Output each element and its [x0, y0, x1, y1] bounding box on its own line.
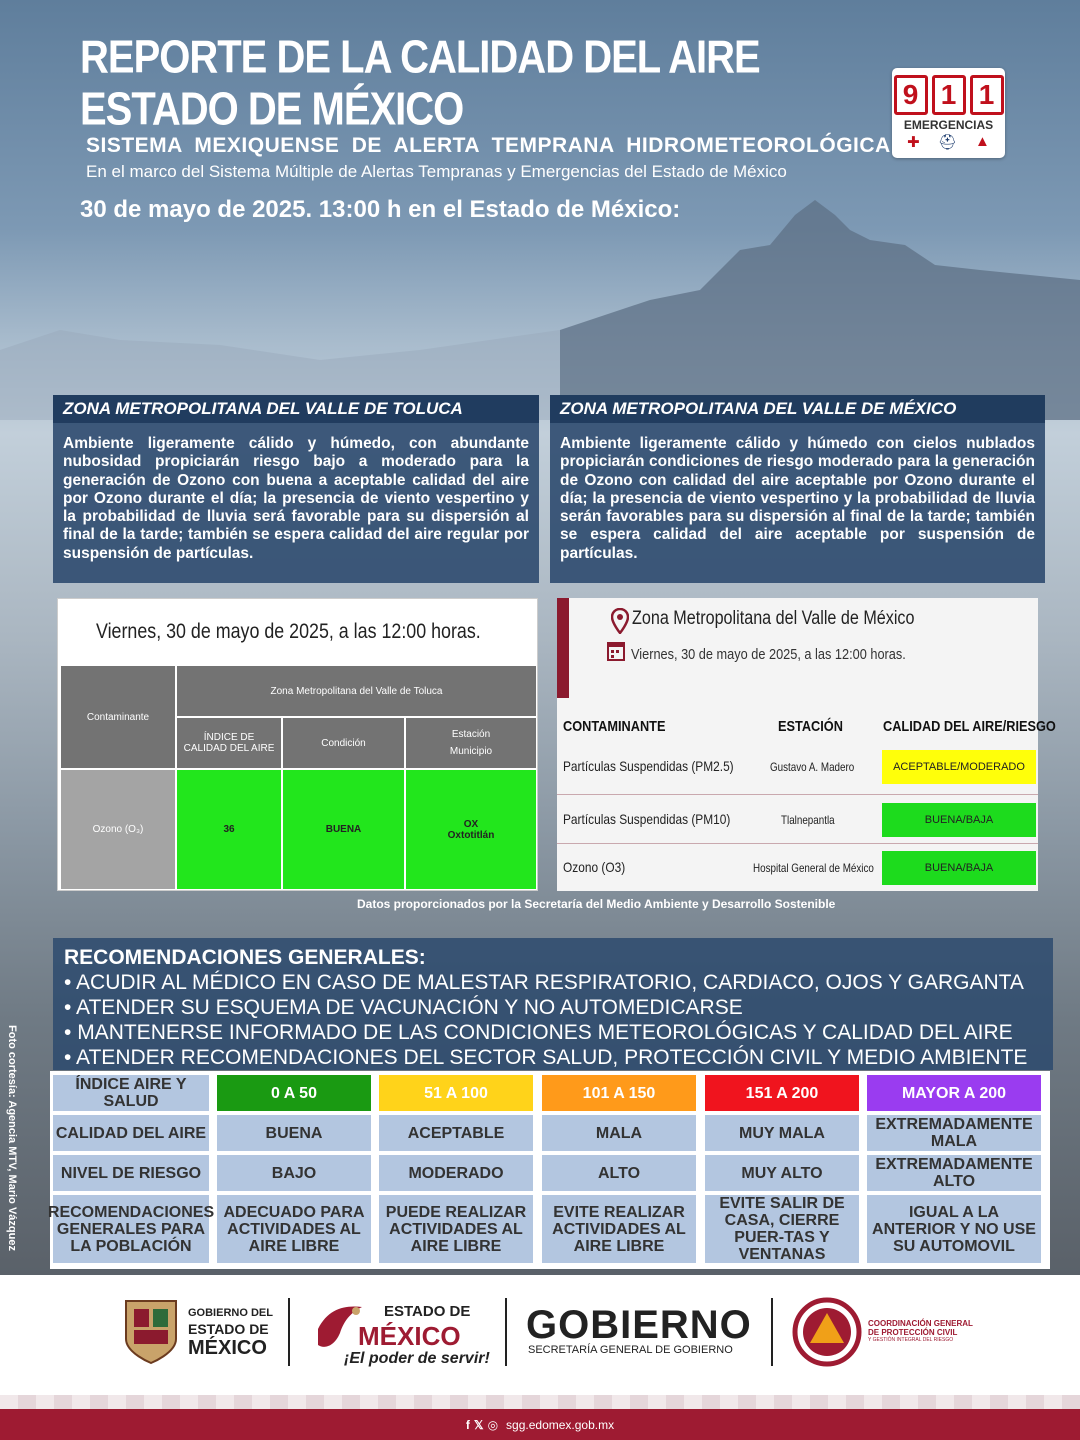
index-riesgo: EXTREMADAMENTE ALTO — [867, 1155, 1041, 1191]
secretaria-label: SECRETARÍA GENERAL DE GOBIERNO — [528, 1344, 733, 1356]
recommendations-title: RECOMENDACIONES GENERALES: — [64, 946, 426, 969]
mexico-table-date: Viernes, 30 de mayo de 2025, a las 12:00 horas. — [631, 646, 906, 663]
pc-line2: DE PROTECCIÓN CIVIL — [868, 1328, 958, 1337]
toluca-table — [57, 598, 538, 891]
zone-mexico-title: ZONA METROPOLITANA DEL VALLE DE MÉXICO — [550, 395, 1045, 423]
report-title: REPORTE DE LA CALIDAD DEL AIRE — [80, 32, 760, 83]
index-recomendacion: ADECUADO PARA ACTIVIDADES AL AIRE LIBRE — [217, 1195, 371, 1263]
row-contaminante: Partículas Suspendidas (PM2.5) — [563, 758, 734, 774]
row-divider — [557, 843, 1038, 844]
fire-icon: ▲ — [975, 133, 990, 150]
index-calidad: EXTREMADAMENTE MALA — [867, 1115, 1041, 1151]
mexico-table — [557, 598, 1056, 891]
digit-1: 1 — [932, 75, 966, 115]
index-range: 151 A 200 — [705, 1075, 859, 1111]
index-recomendacion: EVITE SALIR DE CASA, CIERRE PUER-TAS Y VENTANAS — [705, 1195, 859, 1263]
website-link[interactable]: sgg.edomex.gob.mx — [506, 1417, 615, 1432]
table-row — [557, 797, 1038, 843]
index-range: 51 A 100 — [379, 1075, 533, 1111]
row-estacion-1: OX — [463, 818, 479, 830]
index-row-header: NIVEL DE RIESGO — [53, 1155, 209, 1191]
recommendation-item: • MANTENERSE INFORMADO DE LAS CONDICIONES METEOROLÓGICAS Y CALIDAD DEL AIRE — [64, 1020, 1053, 1045]
index-recomendacion: IGUAL A LA ANTERIOR Y NO USE SU AUTOMOVIL — [867, 1195, 1041, 1263]
zone-toluca-panel — [53, 395, 539, 583]
civil-protection-seal-icon — [792, 1297, 862, 1367]
index-table — [47, 1071, 1050, 1269]
pc-line3: Y GESTIÓN INTEGRAL DEL RIESGO — [868, 1337, 954, 1343]
index-row-header: CALIDAD DEL AIRE — [53, 1115, 209, 1151]
table-row — [557, 744, 1038, 790]
zone-toluca-text: Ambiente ligeramente cálido y húmedo, con abundante nubosidad propiciarán riesgo bajo a moderado para la generación de Ozono con buena a aceptable calidad del aire por Ozono durante el día; la presencia de viento vespertino y la probabilidad de lluvia será favorable para su dispersión al final de la tarde; también se espera calidad del aire regular por suspensión de partículas. — [63, 435, 529, 562]
digit-9: 9 — [894, 75, 928, 115]
edo-slogan: ¡El poder de servir! — [344, 1350, 490, 1367]
instagram-icon[interactable]: ◎ — [487, 1417, 499, 1432]
gob-line3: MÉXICO — [188, 1337, 267, 1359]
col-estacion-2: Municipio — [449, 746, 493, 757]
mexico-table-title: Zona Metropolitana del Valle de México — [632, 608, 915, 629]
zone-header: Zona Metropolitana del Valle de Toluca — [176, 665, 537, 717]
index-range: 101 A 150 — [542, 1075, 696, 1111]
row-calidad: BUENA/BAJA — [882, 851, 1036, 885]
table-row — [557, 845, 1038, 891]
police-cap-icon: ⛑ — [937, 134, 957, 151]
index-riesgo: MUY ALTO — [705, 1155, 859, 1191]
state-shield-icon — [120, 1295, 182, 1365]
index-riesgo: MODERADO — [379, 1155, 533, 1191]
zone-mexico-text: Ambiente ligeramente cálido y húmedo con cielos nublados propiciarán condiciones de riesgo moderado para la generación de Ozono con calidad del aire aceptable por Ozono durante el día; la presencia de viento vespertino y la probabilidad de lluvia serán favorables para su dispersión al final de la tarde; también se espera calidad del aire aceptable por suspensión de partículas. — [560, 435, 1035, 562]
toluca-table-heading: Viernes, 30 de mayo de 2025, a las 12:00 horas. — [96, 620, 481, 643]
index-riesgo: BAJO — [217, 1155, 371, 1191]
index-row-header: ÍNDICE AIRE Y SALUD — [53, 1075, 209, 1111]
footer-divider — [771, 1298, 773, 1366]
gob-line1: GOBIERNO DEL — [188, 1307, 273, 1319]
col-estacion-1: Estación — [451, 729, 491, 740]
index-calidad: MUY MALA — [705, 1115, 859, 1151]
index-calidad: ACEPTABLE — [379, 1115, 533, 1151]
accent-bar — [557, 598, 569, 698]
footer-divider — [288, 1298, 290, 1366]
col-indice: ÍNDICE DE CALIDAD DEL AIRE — [176, 717, 282, 769]
index-recomendacion: PUEDE REALIZAR ACTIVIDADES AL AIRE LIBRE — [379, 1195, 533, 1263]
row-estacion — [405, 769, 537, 890]
gobierno-wordmark: GOBIERNO — [526, 1303, 752, 1347]
col-estacion — [405, 717, 537, 769]
row-indice: 36 — [176, 769, 282, 890]
logo-911-label: EMERGENCIAS — [903, 118, 994, 132]
index-recomendacion: EVITE REALIZAR ACTIVIDADES AL AIRE LIBRE — [542, 1195, 696, 1263]
recommendation-item: • ACUDIR AL MÉDICO EN CASO DE MALESTAR RESPIRATORIO, CARDIACO, OJOS Y GARGANTA — [64, 970, 1053, 995]
row-contaminante: Ozono (O3) — [563, 859, 626, 875]
recommendations-panel — [53, 938, 1053, 1070]
row-divider — [557, 794, 1038, 795]
edo-line1: ESTADO DE — [384, 1303, 471, 1320]
system-name: SISTEMA MEXIQUENSE DE ALERTA TEMPRANA HIDROMETEOROLÓGICA — [86, 134, 891, 157]
report-date: 30 de mayo de 2025. 13:00 h en el Estado de México: — [80, 196, 681, 223]
footer-pattern — [0, 1395, 1080, 1409]
data-credit: Datos proporcionados por la Secretaría del Medio Ambiente y Desarrollo Sostenible — [357, 897, 836, 911]
col-condicion: Condición — [282, 717, 405, 769]
row-estacion: Tlalnepantla — [781, 813, 835, 827]
recommendation-item: • ATENDER RECOMENDACIONES DEL SECTOR SALUD, PROTECCIÓN CIVIL Y MEDIO AMBIENTE — [64, 1045, 1053, 1070]
row-estacion: Hospital General de México — [753, 861, 874, 875]
zone-mexico-panel — [550, 395, 1045, 583]
digit-1b: 1 — [970, 75, 1004, 115]
index-row-header: RECOMENDACIONES GENERALES PARA LA POBLACIÓN — [53, 1195, 209, 1263]
row-calidad: ACEPTABLE/MODERADO — [882, 750, 1036, 784]
row-calidad: BUENA/BAJA — [882, 803, 1036, 837]
system-context: En el marco del Sistema Múltiple de Alertas Tempranas y Emergencias del Estado de México — [86, 162, 787, 181]
calendar-icon — [607, 640, 627, 664]
footer-bar — [0, 1409, 1080, 1440]
col-contaminante: Contaminante — [60, 665, 176, 769]
index-calidad: BUENA — [217, 1115, 371, 1151]
h-contaminante: CONTAMINANTE — [563, 718, 666, 735]
index-calidad: MALA — [542, 1115, 696, 1151]
index-range: MAYOR A 200 — [867, 1075, 1041, 1111]
edo-line2: MÉXICO — [358, 1321, 461, 1351]
logo-911 — [892, 68, 1005, 158]
row-contaminante: Partículas Suspendidas (PM10) — [563, 811, 731, 827]
row-contaminante: Ozono (O₃) — [60, 769, 176, 890]
h-estacion: ESTACIÓN — [778, 718, 843, 735]
location-pin-icon — [611, 608, 629, 634]
medical-cross-icon: ✚ — [907, 134, 920, 151]
recommendation-item: • ATENDER SU ESQUEMA DE VACUNACIÓN Y NO AUTOMEDICARSE — [64, 995, 1053, 1020]
index-range: 0 A 50 — [217, 1075, 371, 1111]
facebook-icon[interactable]: f — [465, 1417, 470, 1432]
row-condicion: BUENA — [282, 769, 405, 890]
x-icon[interactable]: 𝕏 — [473, 1417, 484, 1432]
photo-credit: Foto cortesía: Agencia MTV, Mario Vázquez — [6, 1025, 18, 1251]
row-estacion-2: Oxtotitlán — [447, 829, 495, 841]
pc-line1: COORDINACIÓN GENERAL — [868, 1319, 973, 1328]
h-calidad: CALIDAD DEL AIRE/RIESGO — [883, 718, 1056, 735]
report-subtitle-state: ESTADO DE MÉXICO — [80, 84, 464, 135]
index-riesgo: ALTO — [542, 1155, 696, 1191]
gob-line2: ESTADO DE — [188, 1321, 269, 1337]
row-estacion: Gustavo A. Madero — [770, 760, 855, 774]
zone-toluca-title: ZONA METROPOLITANA DEL VALLE DE TOLUCA — [53, 395, 539, 423]
footer-divider — [505, 1298, 507, 1366]
